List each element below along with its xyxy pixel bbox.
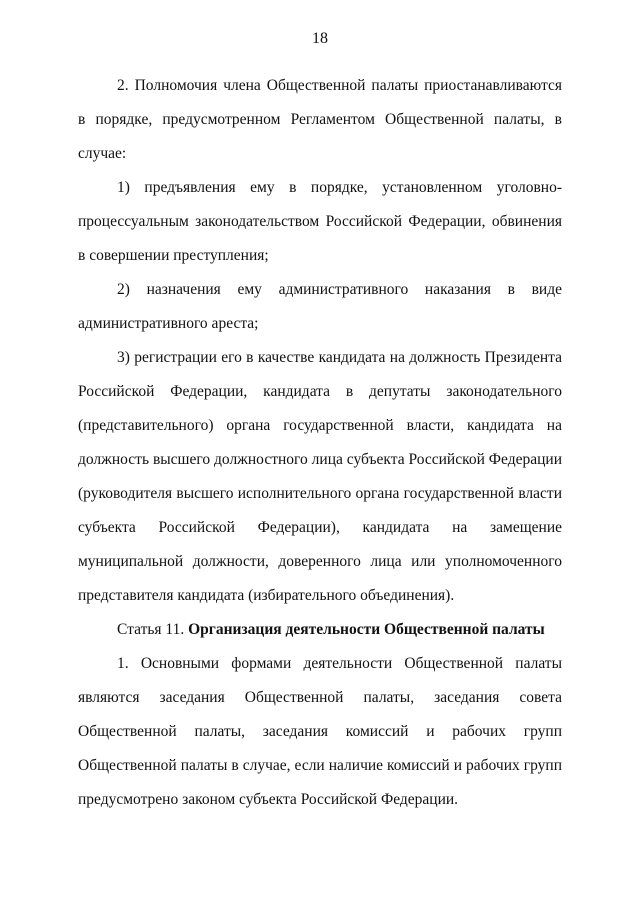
document-body [78,69,562,817]
paragraph-item-1: 1) предъявления ему в порядке, установленном уголовно-процессуальным законодательством Российской Федерации, обвинения в совершении преступления; [78,179,562,264]
paragraph-suspension-intro: 2. Полномочия члена Общественной палаты приостанавливаются в порядке, предусмотренном Регламентом Общественной палаты, в случае: [78,77,562,162]
article-label: Статья 11. [117,621,185,638]
article-heading [78,613,562,647]
paragraph-item-2: 2) назначения ему административного наказания в виде административного ареста; [78,281,562,332]
article-title: Организация деятельности Общественной палаты [188,621,545,638]
paragraph-item-3: 3) регистрации его в качестве кандидата на должность Президента Российской Федерации, кандидата в депутаты законодательного (представительного) органа государственной власти, кандидата на должность высшего должностного лица субъекта Российской Федерации (руководителя высшего исполнительного органа государственной власти субъекта Российской Федерации), кандидата на замещение муниципальной должности, доверенного лица или уполномоченного представителя кандидата (избирательного объединения). [78,349,562,604]
page-number: 18 [312,30,328,47]
paragraph-article-11-part-1: 1. Основными формами деятельности Общественной палаты являются заседания Общественной палаты, заседания совета Общественной палаты, заседания комиссий и рабочих групп Общественной палаты в случае, если наличие комиссий и рабочих групп предусмотрено законом субъекта Российской Федерации. [78,655,562,808]
